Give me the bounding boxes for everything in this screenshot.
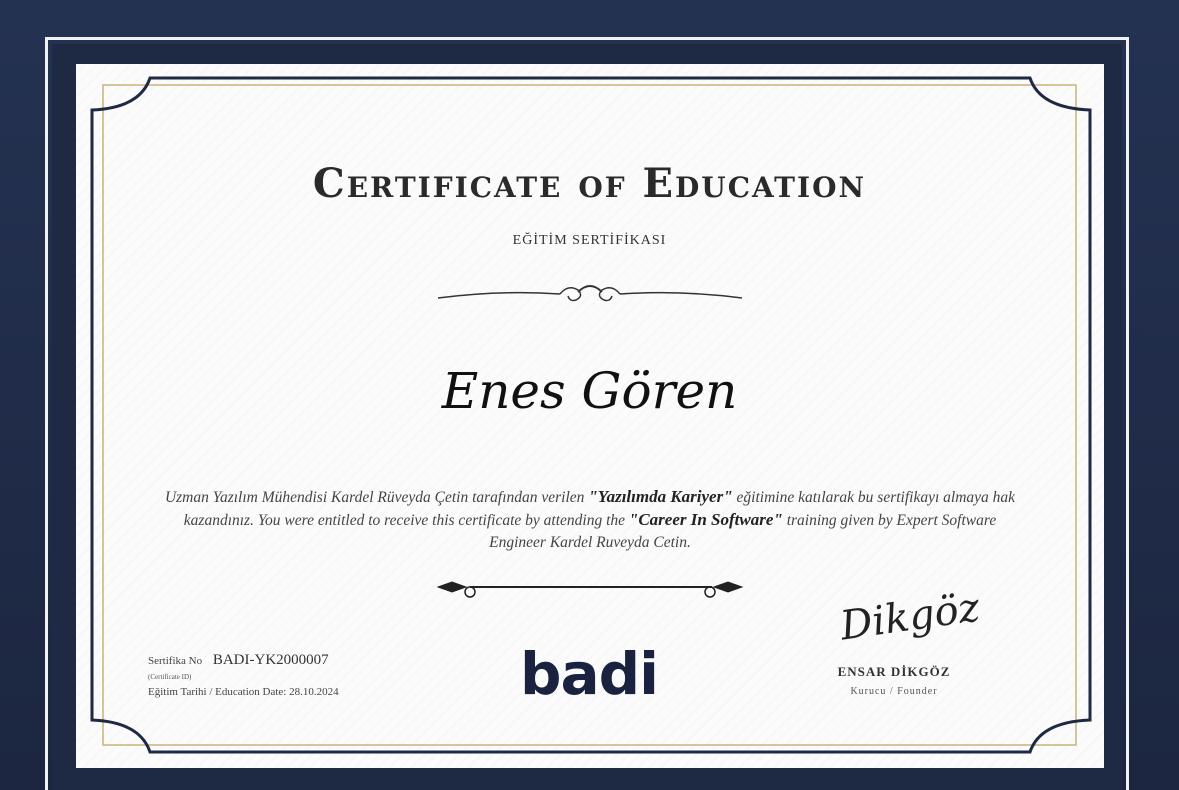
education-date: Eğitim Tarihi / Education Date: 28.10.2024 [148, 686, 339, 698]
description-part-3: training given by Expert Software Engineer Kardel Ruveyda Cetin. [489, 512, 997, 551]
certificate-number [148, 652, 329, 669]
badi-logo: badi [520, 640, 659, 708]
recipient-name: Enes Gören [441, 362, 738, 420]
divider-middle [438, 582, 742, 597]
program-name-en: "Career In Software" [628, 510, 783, 529]
certificate-description [160, 486, 1020, 554]
certificate-number-value: BADI-YK2000007 [212, 652, 329, 668]
description-part-2: eğitimine katılarak bu sertifikayı almaya hak kazandınız. You were entitled to receive this certificate by attending the [183, 489, 1016, 529]
founder-title: Kurucu / Founder [850, 686, 938, 697]
flourish-divider-top [438, 286, 742, 301]
program-name-tr: "Yazılımda Kariyer" [588, 487, 733, 506]
certificate-subtitle: EĞİTİM SERTİFİKASI [512, 233, 667, 248]
description-part-1: Uzman Yazılım Mühendisi Kardel Rüveyda Çetin tarafından verilen [164, 489, 589, 506]
founder-name: ENSAR DİKGÖZ [837, 664, 951, 679]
certificate-number-label: Sertifika No [148, 655, 203, 667]
founder-signature: Dikgöz [837, 584, 983, 650]
certificate-title: Certificate of Education [312, 160, 867, 207]
certificate-id-label: (Certificate ID) [148, 673, 192, 681]
